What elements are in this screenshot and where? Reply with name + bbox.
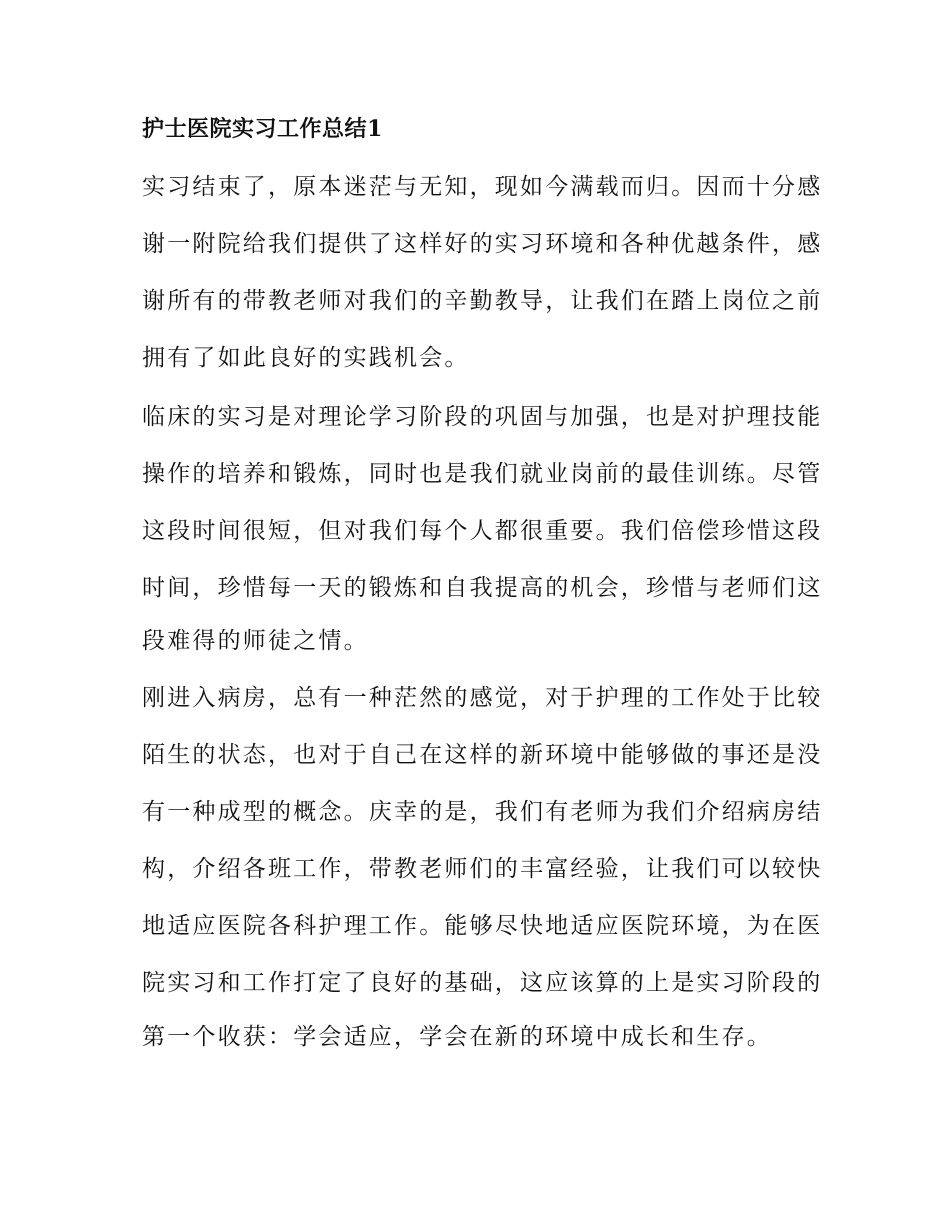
paragraph-line: 地适应医院各科护理工作。能够尽快地适应医院环境，为在医 (142, 913, 823, 939)
paragraph-line: 段难得的师徒之情。 (142, 628, 369, 654)
paragraph-line: 第一个收获：学会适应，学会在新的环境中成长和生存。 (142, 1024, 772, 1050)
paragraph-line: 这段时间很短，但对我们每个人都很重要。我们倍偿珍惜这段 (142, 518, 823, 544)
paragraph-line: 谢一附院给我们提供了这样好的实习环境和各种优越条件，感 (142, 231, 823, 257)
paragraph-line: 临床的实习是对理论学习阶段的巩固与加强，也是对护理技能 (142, 404, 823, 430)
paragraph-line: 拥有了如此良好的实践机会。 (142, 345, 470, 371)
paragraph-line: 刚进入病房，总有一种茫然的感觉，对于护理的工作处于比较 (142, 685, 823, 711)
paragraph-line: 构，介绍各班工作，带教老师们的丰富经验，让我们可以较快 (142, 856, 823, 882)
document-title: 护士医院实习工作总结1 (142, 116, 383, 142)
paragraph-line: 院实习和工作打定了良好的基础，这应该算的上是实习阶段的 (142, 970, 823, 996)
paragraph-line: 陌生的状态，也对于自己在这样的新环境中能够做的事还是没 (142, 742, 823, 768)
paragraph-line: 时间，珍惜每一天的锻炼和自我提高的机会，珍惜与老师们这 (142, 575, 823, 601)
paragraph-line: 操作的培养和锻炼，同时也是我们就业岗前的最佳训练。尽管 (142, 461, 823, 487)
paragraph-line: 有一种成型的概念。庆幸的是，我们有老师为我们介绍病房结 (142, 799, 823, 825)
paragraph-line: 实习结束了，原本迷茫与无知，现如今满载而归。因而十分感 (142, 174, 823, 200)
paragraph-line: 谢所有的带教老师对我们的辛勤教导，让我们在踏上岗位之前 (142, 288, 823, 314)
